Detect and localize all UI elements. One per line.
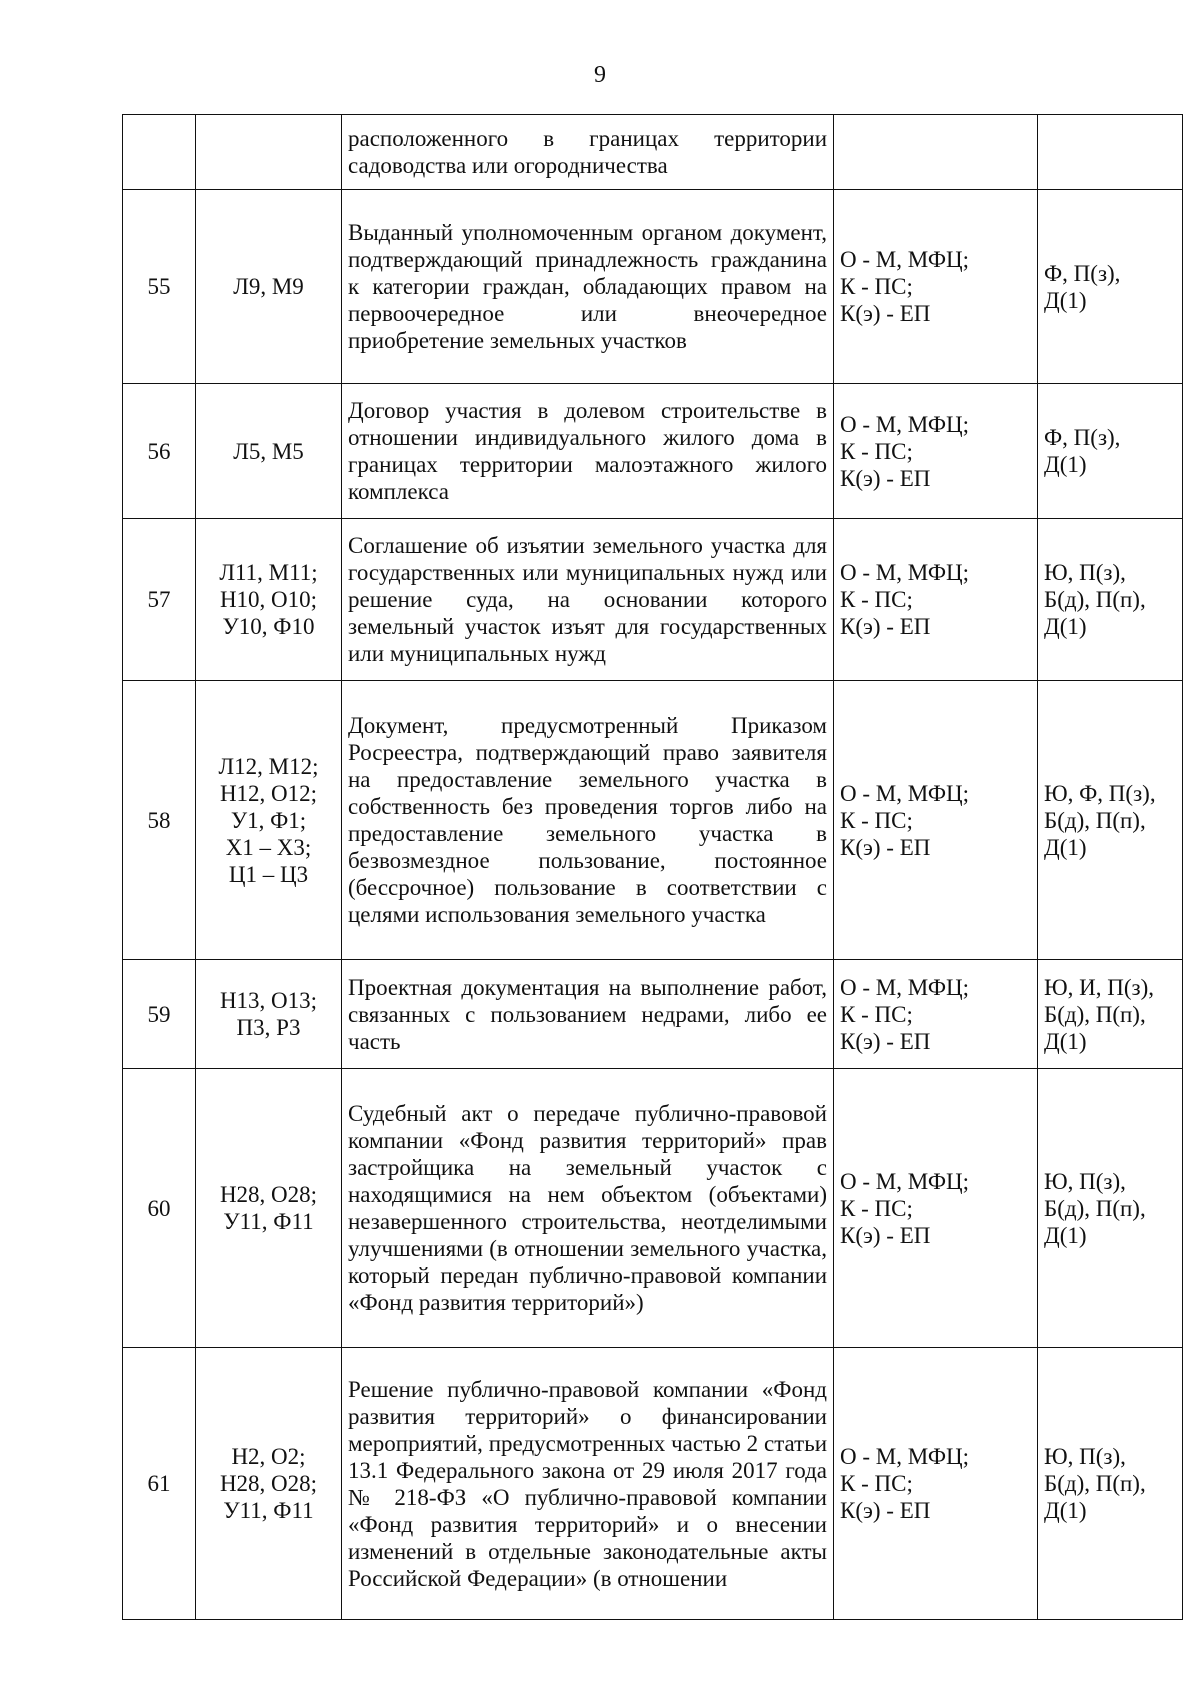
row-applicants-cell: Ю, И, П(з), Б(д), П(п), Д(1) — [1038, 960, 1183, 1069]
row-description-text: Решение публично-правовой компании «Фонд развития территорий» о финансировании мероприятий, предусмотренных частью 2 статьи 13.1 Федерального закона от 29 июля 2017 года № 218-ФЗ «О публично-правовой компании «Фонд развития территорий» и о внесении изменений в отдельные законодательные акты Российской Федерации» (в отношении — [348, 1376, 827, 1591]
row-channels-cell: О - М, МФЦ; К - ПС; К(э) - ЕП — [834, 1348, 1038, 1620]
table-row-61 — [123, 1348, 1183, 1620]
row-codes-cell: Л12, М12; Н12, О12; У1, Ф1; Х1 – Х3; Ц1 – Ц3 — [196, 681, 342, 960]
row-number-cell — [123, 115, 196, 190]
row-channels-cell: О - М, МФЦ; К - ПС; К(э) - ЕП — [834, 1069, 1038, 1348]
row-applicants-cell: Ю, П(з), Б(д), П(п), Д(1) — [1038, 1348, 1183, 1620]
row-channels-cell — [834, 115, 1038, 190]
row-number-cell: 57 — [123, 519, 196, 681]
row-description-cell — [342, 1069, 834, 1348]
table-row-57 — [123, 519, 1183, 681]
row-applicants-cell: Ю, Ф, П(з), Б(д), П(п), Д(1) — [1038, 681, 1183, 960]
row-codes-cell: Л5, М5 — [196, 384, 342, 519]
row-codes-cell — [196, 115, 342, 190]
table-row-59 — [123, 960, 1183, 1069]
row-description-text: Судебный акт о передаче публично-правовой компании «Фонд развития территорий» прав застройщика на земельный участок с находящимися на нем объектом (объектами) незавершенного строительства, неотделимыми улучшениями (в отношении земельного участка, который передан публично-правовой компании «Фонд развития территорий») — [348, 1101, 827, 1315]
row-description-cell — [342, 960, 834, 1069]
row-description-text: Договор участия в долевом строительстве в отношении индивидуального жилого дома в границах территории малоэтажного жилого комплекса — [348, 398, 827, 504]
row-channels-cell: О - М, МФЦ; К - ПС; К(э) - ЕП — [834, 384, 1038, 519]
table-row-60 — [123, 1069, 1183, 1348]
row-number-cell: 56 — [123, 384, 196, 519]
page-number: 9 — [594, 62, 606, 88]
table-row-58 — [123, 681, 1183, 960]
table-row-55 — [123, 190, 1183, 384]
row-description-text: Соглашение об изъятии земельного участка для государственных или муниципальных нужд или решение суда, на основании которого земельный участок изъят для государственных или муниципальных нужд — [348, 533, 827, 666]
row-number-cell: 55 — [123, 190, 196, 384]
row-number-cell: 61 — [123, 1348, 196, 1620]
row-applicants-cell: Ю, П(з), Б(д), П(п), Д(1) — [1038, 519, 1183, 681]
row-description-cell — [342, 384, 834, 519]
row-description-text: расположенного в границах территории садоводства или огородничества — [348, 126, 827, 178]
row-channels-cell: О - М, МФЦ; К - ПС; К(э) - ЕП — [834, 681, 1038, 960]
row-number-cell: 60 — [123, 1069, 196, 1348]
row-description-cell — [342, 190, 834, 384]
row-description-cell — [342, 519, 834, 681]
row-number-cell: 58 — [123, 681, 196, 960]
row-description-text: Документ, предусмотренный Приказом Росреестра, подтверждающий право заявителя на предоставление земельного участка в собственность без проведения торгов либо на предоставление земельного участка в безвозмездное пользование, постоянное (бессрочное) пользование в соответствии с целями использования земельного участка — [348, 713, 827, 927]
row-applicants-cell: Ф, П(з), Д(1) — [1038, 190, 1183, 384]
row-codes-cell: Н28, О28; У11, Ф11 — [196, 1069, 342, 1348]
documents-table — [122, 114, 1183, 1620]
row-description-cell — [342, 681, 834, 960]
row-description-text: Выданный уполномоченным органом документ, подтверждающий принадлежность гражданина к категории граждан, обладающих правом на первоочередное или внеочередное приобретение земельных участков — [348, 220, 827, 353]
table-row-56 — [123, 384, 1183, 519]
row-channels-cell: О - М, МФЦ; К - ПС; К(э) - ЕП — [834, 960, 1038, 1069]
row-codes-cell: Н13, О13; П3, Р3 — [196, 960, 342, 1069]
row-applicants-cell: Ф, П(з), Д(1) — [1038, 384, 1183, 519]
row-codes-cell: Л9, М9 — [196, 190, 342, 384]
row-number-cell: 59 — [123, 960, 196, 1069]
row-description-cell — [342, 1348, 834, 1620]
row-codes-cell: Л11, М11; Н10, О10; У10, Ф10 — [196, 519, 342, 681]
row-codes-cell: Н2, О2; Н28, О28; У11, Ф11 — [196, 1348, 342, 1620]
row-description-text: Проектная документация на выполнение работ, связанных с пользованием недрами, либо ее часть — [348, 974, 827, 1054]
row-description-cell — [342, 115, 834, 190]
table-row-continuation — [123, 115, 1183, 190]
row-channels-cell: О - М, МФЦ; К - ПС; К(э) - ЕП — [834, 190, 1038, 384]
row-applicants-cell: Ю, П(з), Б(д), П(п), Д(1) — [1038, 1069, 1183, 1348]
row-applicants-cell — [1038, 115, 1183, 190]
row-channels-cell: О - М, МФЦ; К - ПС; К(э) - ЕП — [834, 519, 1038, 681]
